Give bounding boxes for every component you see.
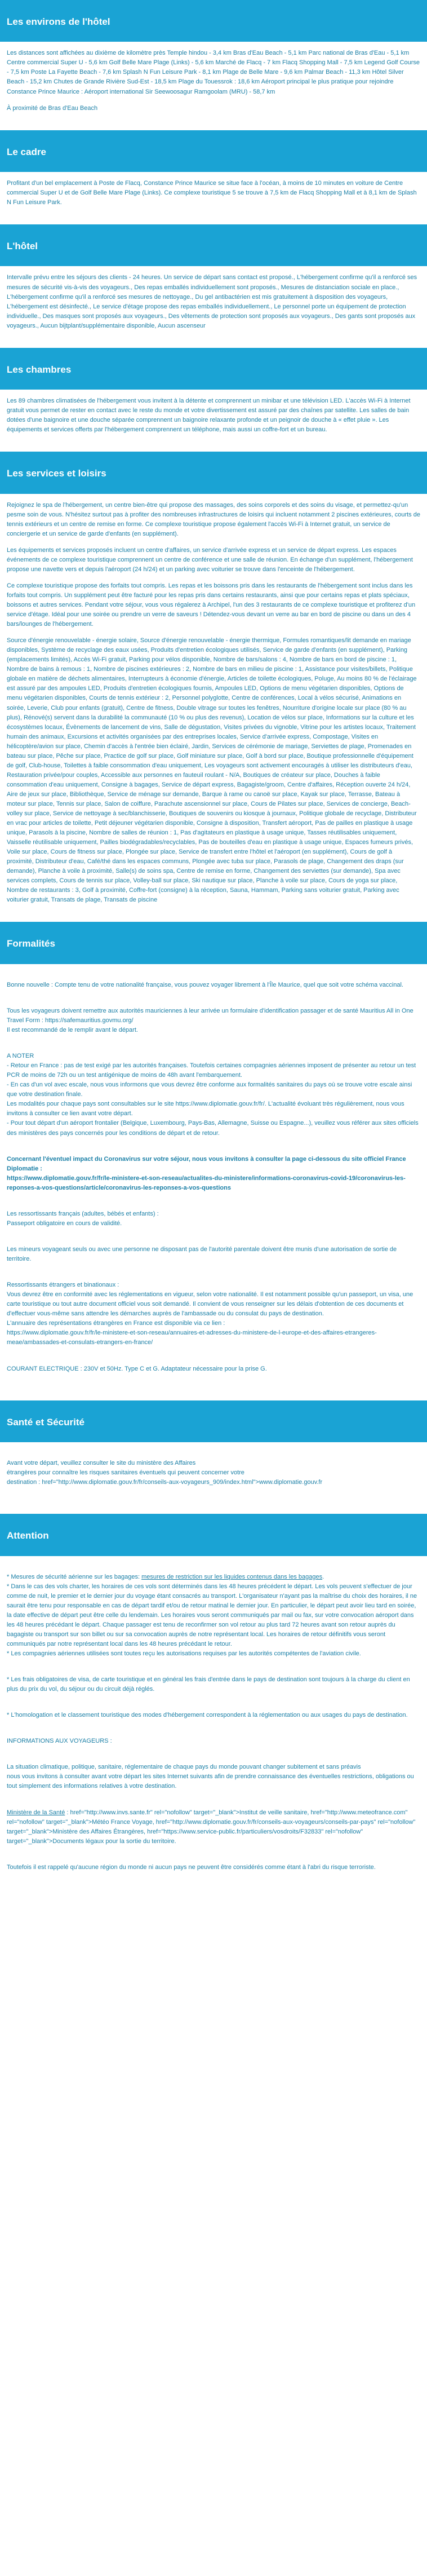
chambres-text: Les 89 chambres climatisées de l'hébergement vous invitent à la détente et comprennent un minibar et une télévision LED. L'accès Wi-Fi à Internet gratuit vous permet de rester en contact avec le reste du monde et votre divertissement est assuré par des chaînes par satellite. Les salles de bain dotées d'une baignoire et une douche séparée comprennent un baignoire relaxante profonde et un peignoir de douche à « effet pluie ». Les équipements et services offerts par l'hébergement comprennent un téléphone, mais aussi un coffre-fort et un bureau. (7, 397, 411, 434)
section-header-formalites (0, 922, 427, 964)
section-body-chambres (0, 390, 427, 452)
services-spa-text: Rejoignez le spa de l'hébergement, un centre bien-être qui propose des massages, des soins corporels et des soins du visage, et permettez-qu'un pesme soin de vous. N'hésitez surtout pas à profiter des nombreuses infrastructures de loisirs qui incluent notamment 2 piscines extérieures, courts de tennis extérieurs et un centre de remise en forme. Ce complexe touristique propose également l'accès Wi-Fi à Internet gratuit, un service de conciergerie et un service de garde d'enfants (en supplément). (7, 501, 420, 537)
attention-luggage-prefix: * Mesures de sécurité aérienne sur les bagages: (7, 1573, 142, 1580)
section-title-services: Les services et loisirs (7, 468, 106, 479)
formalites-note: A NOTER - Retour en France : pas de test exigé par les autorités françaises. Toutefois certaines compagnies aériennes imposent de présenter au retour un test PCR de moins de 72h ou un test antigénique de moins de 48h avant l'embarquement. - En cas d'un vol avec escale, nous vous informons que vous devrez être conforme aux formalités sanitaires du pays où se trouve votre escale ainsi que votre destination finale. Les modalités pour chaque pays sont consultables sur le site https://www.diplomatie.gouv.fr/fr/. L'actualité évoluant très régulièrement, nous vous invitons à consulter ce lien avant votre départ. - Pour tout départ d'un aéroport frontalier (Belgique, Luxembourg, Pays-Bas, Allemagne, Suisse ou Espagne...), veuillez vous référer aux sites officiels des ministères des pays concernés pour les conditions de départ et de retour. (7, 1053, 419, 1137)
section-header-services (0, 452, 427, 493)
section-title-formalites: Formalités (7, 938, 55, 949)
attention-luggage-text (7, 1572, 420, 1659)
environs-distances-text: Les distances sont affichées au dixième de kilomètre près Temple hindou - 3,4 km Bras d'Eau Beach - 5,1 km Parc national de Bras d'Eau - 5,1 km Centre commercial Super U - 5,6 km Golf Belle Mare Plage (Links) - 5,6 km Marché de Flacq - 7 km Flacq Shopping Mall - 7,5 km Legend Golf Course - 7,5 km Poste La Fayette Beach - 7,6 km Splash N Fun Leisure Park - 8,1 km Plage de Belle Mare - 9,6 km Palmar Beach - 11,3 km Hôtel Silver Beach - 15,2 km Chutes de Grande Rivière Sud-Est - 18,5 km Plage du Touessrok : 18,6 km Aéroport principal le plus pratique pour rejoindre Constance Prince Maurice : Aéroport international Sir Seewoosagur Ramgoolam (MRU) - 58,7 km (7, 50, 420, 95)
section-body-formalites (0, 964, 427, 1400)
services-business-text: Les équipements et services proposés incluent un centre d'affaires, un service d'arrivée express et un service de départ express. Les espaces événements de ce complexe touristique comprennent un centre de conférence et une salle de réunion. En échange d'un supplément, l'hébergement propose une navette vers et depuis l'aéroport (24 h/24) et un parking avec voiturier se trouve dans l'enceinte de l'hébergement. (7, 546, 413, 573)
section-body-services (0, 494, 427, 922)
services-dining-text: Ce complexe touristique propose des forfaits tout compris. Les repas et les boissons pris dans les restaurants de l'hébergement sont inclus dans les forfaits tout compris. Un supplément peut être facturé pour les repas pris dans certains restaurants, ainsi que pour certains repas et plats spéciaux, boissons et autres services. Pendant votre séjour, vous vous régalerez à Archipel, l'un des 3 restaurants de ce complexe touristique et profiterez d'un service d'étage. Idéal pour une soirée ou prendre un verre de saveurs ! Détendez-vous devant un verre au bar en bord de piscine ou dans un des 4 bars/lounges de l'hébergement. (7, 582, 416, 628)
attention-links-rest: : href="http://www.invs.sante.fr" rel="nofollow" target="_blank">Institut de veille sanitaire, href="http://www.meteofrance.com" rel="nofollow" target="_blank">Météo France Voyage, href="http://www.diplomatie.gouv.fr/fr/conseils-aux-voyageurs/conseils-par-pays" rel="nofollow" target="_blank">Ministère des Affaires Étrangères, href="https://www.service-public.fr/particuliers/vosdroits/F32833" rel="nofollow" target="_blank">Documents légaux pour la sortie du territoire. (7, 1809, 416, 1845)
formalites-electric: COURANT ELECTRIQUE : 230V et 50Hz. Type C et G. Adaptateur nécessaire pour la prise G. (7, 1365, 267, 1372)
formalites-good-news: Bonne nouvelle : Compte tenu de votre nationalité française, vous pouvez voyager librement à l'Île Maurice, quel que soit votre schéma vaccinal. (7, 981, 404, 988)
section-body-sante (0, 1442, 427, 1514)
attention-classification: * L'homologation et le classement touristique des modes d'hébergement correspondent à la réglementation ou aux usages du pays de destination. (7, 1712, 408, 1719)
section-title-sante: Santé et Sécurité (7, 1416, 84, 1428)
environs-proximity-text: À proximité de Bras d'Eau Beach (7, 104, 98, 112)
section-title-attention: Attention (7, 1530, 49, 1541)
attention-situation-text: La situation climatique, politique, sanitaire, réglementaire de chaque pays du monde pouvant changer subitement et sans préavis nous vous invitons à consulter avant votre départ les sites Internet suivants afin de prendre connaissance des éventuelles restrictions, obligations ou tout simplement des informations relatives à votre destination. (7, 1764, 414, 1790)
formalites-minors: Les mineurs voyageant seuls ou avec une personne ne disposant pas de l'autorité parentale doivent être munis d'une autorisation de sortie de territoire. (7, 1246, 397, 1263)
formalites-foreign-nationals: Ressortissants étrangers et binationaux : Vous devrez être en conformité avec les réglementations en vigueur, selon votre nationalité. Il est notamment possible qu'un passeport, un visa, une carte touristique ou tout autre document officiel vous soit demandé. Il convient de vous renseigner sur les délais d'obtention de ces documents et d'effectuer vous-même sans attendre les démarches auprès de l'ambassade ou du consulat du pays de destination. L'annuaire des représentations étrangères en France est disponible via ce lien : https://www.diplomatie.gouv.fr/fr/le-ministere-et-son-reseau/annuaires-et-adresses-du-ministere-de-l-europe-et-des-affaires-etrangeres-meae/ambassades-et-consulats-etrangers-en-france/ (7, 1282, 413, 1346)
attention-charter-text: . * Dans le cas des vols charter, les horaires de ces vols sont déterminés dans les 48 heures précédent le départ. Les vols peuvent s'effectuer de jour comme de nuit, le premier et le dernier jour du voyage étant consacrés au transport. L'organisateur n'ayant pas la maîtrise du choix des horaires, il ne saurait être tenu pour responsable en cas de départ tardif et/ou de retour matinal le dernier jour. En particulier, le départ peut avoir lieu tard en soirée, la date effective de départ peut être celle du lendemain. Les horaires vous seront communiqués par mail ou fax, sur votre convocation aéroport dans les 48 heures précédant le départ. Chaque passager est tenu de reconfirmer son vol retour au plus tard 72 heures avant son retour auprès du bagagiste ou transport sur son billet ou sur sa convocation auprès de notre représentant local. Les horaires de retour définitifs vous seront communiqués par notre représentant local dans les 48 heures précédant le retour. * Les compagnies aériennes utilisées sont toutes reçu les autorisations requises par les autorités compétentes de l'aviation civile. (7, 1573, 417, 1657)
services-amenities-text: Source d'énergie renouvelable - énergie solaire, Source d'énergie renouvelable - énergie thermique, Formules romantiques/lit demande en mariage disponibles, Système de recyclage des eaux usées, Produits d'entretien écologiques utilisés, Service de garde d'enfants (en supplément), Parking (emplacements limités), Accès Wi-Fi gratuit, Parking pour vélos disponible, Nombre de bars/salons : 4, Nombre de bars en bord de piscine : 1, Nombre de bains à remous : 1, Nombre de piscines extérieures : 2, Nombre de bars en milieu de piscine : 1, Assistance pour visites/billets, Politique globale en matière de déchets alimentaires, Interrupteurs à économie d'énergie, Articles de toilette écologiques, Poluge, Au moins 80 % de l'éclairage est assuré par des ampoules LED, Produits d'entretien écologiques fournis, Ampoules LED, Options de menu végétarien disponibles, Options de menu végétarien disponibles, Courts de tennis extérieur : 2, Personnel polyglotte, Centre de conférences, Local à vélos sécurisé, Animations en soirée, Leverie, Club pour enfants (gratuit), Centre de fitness, Double vitrage sur toutes les fenêtres, Nourriture d'origine locale sur place (80 % au plus), Rénové(s) servent dans la durabilité la communauté (10 % ou plus des revenus), Location de vélos sur place, Informations sur la culture et les écosystèmes locaux, Évènements de lancement de vins, Salle de dégustation, Visites privées du vignoble, Vitrine pour les artistes locaux, Traitement humain des animaux, Excursions et activités organisées par des entreprises locales, Service d'arrivée express, Compostage, Visites en hélicoptère/avion sur place, Chemin d'accès à l'entrée bien éclairé, Jardin, Services de cérémonie de mariage, Serviettes de plage, Promenades en bateau sur place, Pêche sur place, Practice de golf sur place, Golf miniature sur place, Golf à bord sur place, Boutique professionnelle d'équipement de golf, Club-house, Toilettes à faible consommation d'eau uniquement, Les voyageurs sont activement encouragés à utiliser les distributeurs d'eau, Restauration privée/pour couples, Accessible aux personnes en fauteuil roulant - N/A, Boutiques de créateur sur place, Douches à faible consommation d'eau uniquement, Consigne à bagages, Service de départ express, Bagagiste/groom, Centre d'affaires, Réception ouverte 24 h/24, Aire de jeux sur place, Bibliothèque, Service de ménage sur demande, Barque à rame ou canoë sur place, Kayak sur place, Terrasse, Bateau à moteur sur place, Tennis sur place, Salon de coiffure, Parachute ascensionnel sur place, Cours de Pilates sur place, Services de concierge, Beach-volley sur place, Service de nettoyage à sec/blanchisserie, Boutiques de souvenirs ou kiosque à journaux, Politique globale de recyclage, Distributeur en vrac pour articles de toilette, Petit déjeuner végétarien disponible, Consigne à disposition, Transfert aéroport, Pas de pailles en plastique à usage unique, Parasols à la piscine, Nombre de salles de réunion : 1, Pas d'agitateurs en plastique à usage unique, Tasses réutilisables uniquement, Vaisselle réutilisable uniquement, Pailles biodégradables/recyclables, Pas de bouteilles d'eau en plastique à usage unique, Espaces fumeurs privés, Voile sur place, Cours de fitness sur place, Plongée sur place, Service de transfert entre l'hôtel et l'aéroport (en supplément), Cours de golf à proximité, Distributeur d'eau, Café/thé dans les espaces communs, Plongée avec tuba sur place, Parasols de plage, Changement des draps (sur demande), Planche à voile à proximité, Salle(s) de soins spa, Centre de remise en forme, Changement des serviettes (sur demande), Spa avec services complets, Cours de tennis sur place, Volley-ball sur place, Ski nautique sur place, Planche à voile sur place, Cours de yoga sur place, Nombre de restaurants : 3, Golf à proximité, Coffre-fort (consigne) à la réception, Sauna, Hammam, Parking sans voiturier gratuit, Parking avec voiturier gratuit, Transats de plage, Transats de piscine (7, 637, 417, 904)
section-body-environs (0, 42, 427, 130)
section-header-hotel (0, 224, 427, 266)
ministry-health-link[interactable]: Ministère de la Santé (7, 1809, 65, 1816)
sante-text: Avant votre départ, veuillez consulter le site du ministère des Affaires étrangères pour connaître les risques sanitaires éventuels qui peuvent concerner votre destination : href="http://www.diplomatie.gouv.fr/fr/conseils-aux-voyageurs_909/index.html">www.diplomatie.gouv.fr (7, 1460, 323, 1486)
attention-visa-fees: * Les frais obligatoires de visa, de carte touristique et en général les frais d'entrée dans le pays de destination sont toujours à la charge du client en plus du prix du vol, du séjour ou du circuit déjà réglés. (7, 1676, 410, 1693)
section-title-chambres: Les chambres (7, 364, 72, 375)
section-body-hotel (0, 266, 427, 347)
formalites-coronavirus: Concernant l'éventuel impact du Coronavirus sur votre séjour, nous vous invitons à consulter la page ci-dessous du site officiel France Diplomatie : https://www.diplomatie.gouv.fr/fr/le-ministere-et-son-reseau/actualites-du-ministere/informations-coronavirus-covid-19/coronavirus-les-reponses-a-vos-questions/article/coronavirus-les-reponses-a-vos-questions (7, 1155, 406, 1191)
attention-info-heading: INFORMATIONS AUX VOYAGEURS : (7, 1738, 112, 1745)
section-title-environs: Les environs de l'hôtel (7, 16, 110, 27)
luggage-restrictions-link[interactable]: mesures de restriction sur les liquides contenus dans les bagages (141, 1573, 323, 1580)
section-header-chambres (0, 348, 427, 390)
section-header-attention (0, 1514, 427, 1556)
attention-links-text (7, 1808, 420, 1846)
section-header-environs (0, 0, 427, 42)
section-body-attention (0, 1556, 427, 1899)
section-header-cadre (0, 130, 427, 172)
section-header-sante (0, 1400, 427, 1442)
formalites-french-nationals: Les ressortissants français (adultes, bébés et enfants) : Passeport obligatoire en cours de validité. (7, 1210, 159, 1227)
cadre-text: Profitant d'un bel emplacement à Poste de Flacq, Constance Prince Maurice se situe face à l'océan, à moins de 10 minutes en voiture de Centre commercial Super U et de Golf Belle Mare Plage (Links). Ce complexe touristique 5 se trouve à 7,5 km de Flacq Shopping Mall et à 8,1 km de Splash N Fun Leisure Park. (7, 179, 417, 206)
attention-terrorism-note: Toutefois il est rappelé qu'aucune région du monde ni aucun pays ne peuvent être considérés comme étant à l'abri du risque terroriste. (7, 1863, 376, 1871)
section-title-hotel: L'hôtel (7, 241, 38, 252)
formalites-travel-form: Tous les voyageurs doivent remettre aux autorités mauriciennes à leur arrivée un formulaire d'identification passager et de santé Mauritius All in One Travel Form : https://safemauritius.govmu.org/ Il est recommandé de le remplir avant le départ. (7, 1007, 413, 1034)
section-body-cadre (0, 172, 427, 224)
hotel-text: Intervalle prévu entre les séjours des clients - 24 heures. Un service de départ sans contact est proposé., L'hébergement confirme qu'il a renforcé ses mesures de sécurité vis-à-vis des voyageurs., Des repas emballés individuellement sont proposés., Mesures de distanciation sociale en place., L'hébergement confirme qu'il a renforcé ses mesures de nettoyage., Du gel antibactérien est mis gratuitement à disposition des voyageurs, L'hébergement est désinfecté., Le service d'étage propose des repas emballés individuellement., Le personnel porte un équipement de protection individuelle., Des masques sont proposés aux voyageurs., Des vêtements de protection sont proposés aux voyageurs., Des gants sont proposés aux voyageurs., Aucun bijtplant/supplémentaire disponible, Aucun ascenseur (7, 274, 417, 329)
section-title-cadre: Le cadre (7, 146, 46, 157)
